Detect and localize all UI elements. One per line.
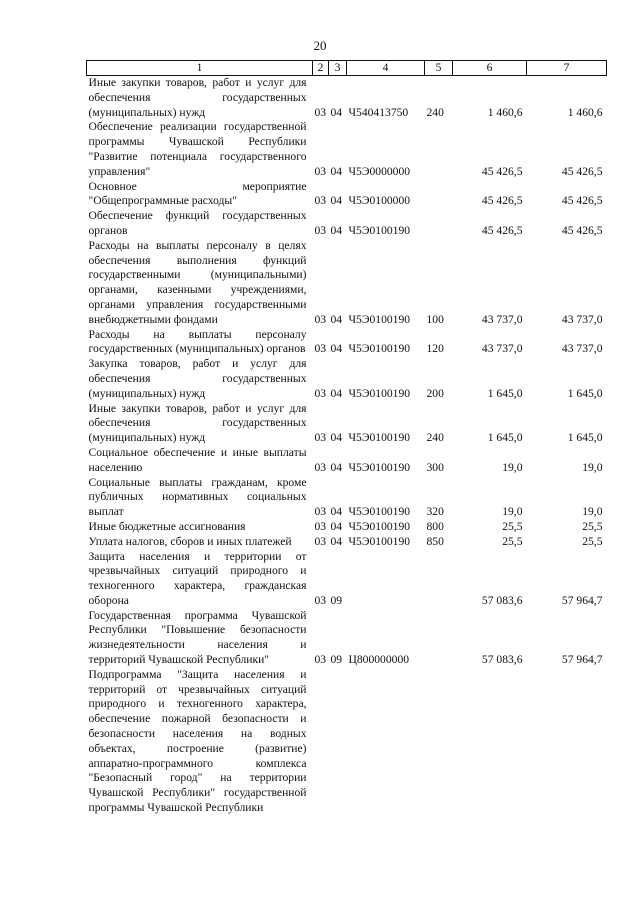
row-amount-2 (527, 668, 607, 816)
row-section: 03 (314, 312, 327, 326)
row-subsection: 04 (330, 312, 343, 326)
row-subsection: 04 (330, 505, 343, 519)
row-expense-type: 200 (426, 386, 444, 400)
row-target-code: Ч5Э0100190 (348, 223, 411, 237)
row-expense-type (425, 120, 453, 179)
table-row (87, 120, 607, 179)
row-name: Государственная программа Чувашской Республики "Повышение безопасности жизнедеятельности населения и территорий Чувашской Республики" (88, 608, 307, 667)
row-subsection: 04 (330, 164, 343, 178)
row-amount-1: 25,5 (502, 519, 523, 533)
row-name: Закупка товаров, работ и услуг для обеспечения государственных (муниципальных) нужд (88, 357, 307, 400)
row-target-code: Ч5Э0100190 (348, 460, 411, 474)
row-amount-1: 45 426,5 (481, 164, 523, 178)
row-name: Иные бюджетные ассигнования (88, 519, 246, 533)
table-row (87, 668, 607, 816)
row-expense-type: 240 (426, 105, 444, 119)
row-amount-1: 43 737,0 (481, 342, 523, 356)
row-expense-type (425, 550, 453, 609)
row-amount-1: 19,0 (502, 460, 523, 474)
row-section: 03 (314, 223, 327, 237)
row-subsection: 04 (330, 194, 343, 208)
row-subsection: 04 (330, 460, 343, 474)
row-amount-1: 25,5 (502, 534, 523, 548)
row-section: 03 (314, 194, 327, 208)
row-target-code: Ч5Э0100190 (348, 342, 411, 356)
row-amount-2: 57 964,7 (561, 653, 603, 667)
row-amount-2: 1 460,6 (567, 105, 603, 119)
row-amount-2: 45 426,5 (561, 164, 603, 178)
row-name: Защита населения и территории от чрезвычайных ситуаций природного и техногенного характера, гражданская оборона (88, 549, 307, 607)
row-amount-2: 25,5 (582, 519, 603, 533)
row-subsection (329, 668, 347, 816)
row-amount-1: 1 645,0 (487, 431, 523, 445)
row-section (313, 668, 329, 816)
row-expense-type (425, 609, 453, 668)
row-amount-1: 45 426,5 (481, 223, 523, 237)
row-amount-1 (453, 668, 527, 816)
table-row (87, 328, 607, 358)
row-expense-type: 240 (426, 431, 444, 445)
table-row (87, 76, 607, 121)
table-row (87, 476, 607, 520)
row-expense-type: 850 (426, 534, 444, 548)
row-section: 03 (314, 386, 327, 400)
header-row (87, 61, 607, 76)
row-name: Обеспечение реализации государственной программы Чувашской Республики "Развитие потенциала государственного управления" (88, 120, 307, 178)
col-header-2: 2 (313, 61, 329, 76)
row-subsection: 04 (330, 534, 343, 548)
row-expense-type: 320 (426, 505, 444, 519)
row-section: 03 (314, 534, 327, 548)
row-subsection: 04 (330, 431, 343, 445)
row-name: Иные закупки товаров, работ и услуг для обеспечения государственных (муниципальных) нужд (88, 401, 307, 445)
row-target-code: Ч5Э0100000 (348, 194, 411, 208)
row-expense-type: 100 (426, 312, 444, 326)
row-expense-type (425, 180, 453, 210)
row-section: 03 (314, 164, 327, 178)
row-amount-2: 43 737,0 (561, 312, 603, 326)
row-amount-2: 45 426,5 (561, 194, 603, 208)
row-amount-1: 19,0 (502, 505, 523, 519)
table-row (87, 402, 607, 446)
row-amount-1: 45 426,5 (481, 194, 523, 208)
table-row (87, 550, 607, 609)
row-amount-2: 25,5 (582, 534, 603, 548)
row-subsection: 04 (330, 342, 343, 356)
col-header-6: 6 (453, 61, 527, 76)
row-section: 03 (314, 460, 327, 474)
table-row (87, 535, 607, 550)
row-target-code: Ч5Э0000000 (348, 164, 411, 178)
table-row (87, 609, 607, 668)
row-expense-type: 300 (426, 460, 444, 474)
row-amount-1: 1 460,6 (487, 105, 523, 119)
row-amount-2: 19,0 (582, 505, 603, 519)
row-target-code: Ч5Э0100190 (348, 505, 411, 519)
page-number: 20 (313, 38, 327, 53)
row-name: Уплата налогов, сборов и иных платежей (88, 534, 292, 548)
row-name: Расходы на выплаты персоналу государственных (муниципальных) органов (88, 327, 307, 356)
row-target-code (347, 550, 425, 609)
row-section: 03 (314, 431, 327, 445)
row-name: Расходы на выплаты персоналу в целях обеспечения выполнения функций государственными (муниципальными) органами, казенными учреждениями, органами управления государственными внебюджетными фондами (88, 238, 307, 326)
table-row (87, 180, 607, 210)
table-body (87, 76, 607, 816)
row-amount-2: 19,0 (582, 460, 603, 474)
col-header-1: 1 (87, 61, 313, 76)
row-name: Основное мероприятие "Общепрограммные расходы" (88, 179, 307, 208)
row-target-code (347, 668, 425, 816)
row-subsection: 09 (330, 653, 343, 667)
row-amount-1: 1 645,0 (487, 386, 523, 400)
row-section: 03 (314, 653, 327, 667)
row-expense-type (425, 209, 453, 239)
row-target-code: Ч5Э0100190 (348, 431, 411, 445)
row-amount-2: 1 645,0 (567, 431, 603, 445)
col-header-4: 4 (347, 61, 425, 76)
table-row (87, 520, 607, 535)
row-subsection: 04 (330, 105, 343, 119)
row-subsection: 09 (330, 593, 343, 607)
row-amount-2: 45 426,5 (561, 223, 603, 237)
row-amount-2: 43 737,0 (561, 342, 603, 356)
table-header (87, 61, 607, 76)
row-target-code: Ч5Э0100190 (348, 534, 411, 548)
row-amount-1: 57 083,6 (481, 653, 523, 667)
table-row (87, 209, 607, 239)
col-header-3: 3 (329, 61, 347, 76)
row-subsection: 04 (330, 519, 343, 533)
row-amount-2: 1 645,0 (567, 386, 603, 400)
row-name: Обеспечение функций государственных органов (88, 209, 307, 237)
row-section: 03 (314, 519, 327, 533)
budget-table (86, 60, 607, 816)
row-expense-type: 120 (426, 342, 444, 356)
row-section: 03 (314, 505, 327, 519)
row-subsection: 04 (330, 223, 343, 237)
row-target-code: Ч5Э0100190 (348, 386, 411, 400)
row-amount-1: 43 737,0 (481, 312, 523, 326)
row-amount-1: 57 083,6 (481, 593, 523, 607)
col-header-5: 5 (425, 61, 453, 76)
row-expense-type (425, 668, 453, 816)
row-amount-2: 57 964,7 (561, 593, 603, 607)
row-name: Социальные выплаты гражданам, кроме публичных нормативных социальных выплат (88, 475, 307, 519)
row-target-code: Ч540413750 (348, 105, 409, 119)
row-name: Иные закупки товаров, работ и услуг для обеспечения государственных (муниципальных) нужд (88, 76, 307, 119)
row-name: Социальное обеспечение и иные выплаты населению (88, 445, 307, 474)
row-target-code: Ч5Э0100190 (348, 312, 411, 326)
row-expense-type: 800 (426, 519, 444, 533)
row-target-code: Ч5Э0100190 (348, 519, 411, 533)
table-row (87, 239, 607, 328)
row-section: 03 (314, 105, 327, 119)
row-subsection: 04 (330, 386, 343, 400)
row-target-code: Ц800000000 (348, 653, 410, 667)
row-section: 03 (314, 593, 327, 607)
table-row (87, 446, 607, 476)
col-header-7: 7 (527, 61, 607, 76)
row-name: Подпрограмма "Защита населения и территорий от чрезвычайных ситуаций природного и техногенного характера, обеспечение пожарной безопасности и безопасности населения на водных объектах, построение (развитие) аппаратно-программного комплекса "Безопасный город" на территории Чувашской Республики" государственной программы Чувашской Республики (88, 667, 307, 815)
row-section: 03 (314, 342, 327, 356)
table-row (87, 357, 607, 401)
